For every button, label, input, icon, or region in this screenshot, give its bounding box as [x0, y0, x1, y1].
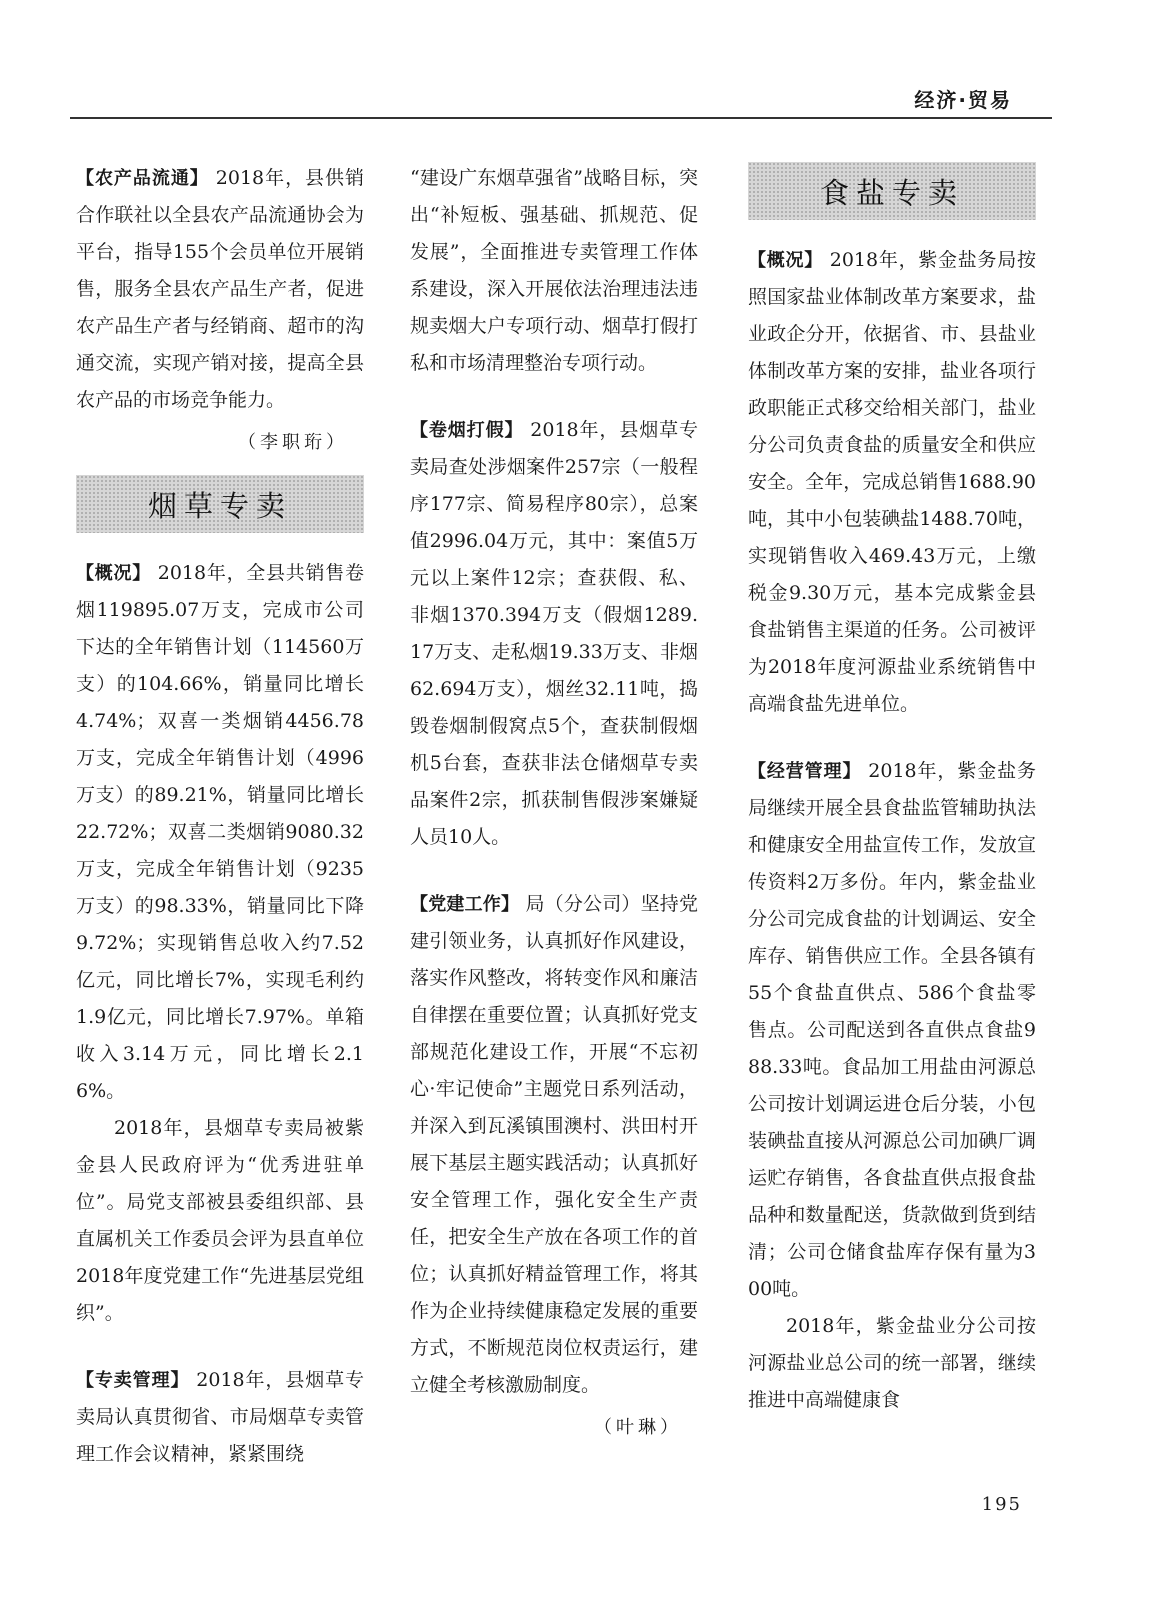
paragraph-text: 2018年，全县共销售卷烟119895.07万支，完成市公司下达的全年销售计划（114560万支）的104.66%，销量同比增长4.74%；双喜一类烟销4456.78万支，完成全年销售计划（4996万支）的89.21%，销量同比增长22.72%；双喜二类烟销9080.32万支，完成全年销售计划（9235万支）的98.33%，销量同比下降9.72%；实现销售总收入约7.52亿元，同比增长7%，实现毛利约1.9亿元，同比增长7.97%。单箱收入3.14万元，同比增长2.16%。 — [76, 562, 364, 1102]
header-rule — [70, 117, 1052, 119]
paragraph-lead: 【概况】 — [76, 563, 151, 584]
paragraph-business-management — [748, 753, 1036, 1308]
paragraph-tobacco-honor: 2018年，县烟草专卖局被紫金县人民政府评为“优秀进驻单位”。局党支部被县委组织部、县直属机关工作委员会评为县直单位2018年度党建工作“先进基层党组织”。 — [76, 1117, 364, 1324]
paragraph-text: 2018年，紫金盐务局按照国家盐业体制改革方案要求，盐业政企分开，依据省、市、县盐业体制改革方案的安排，盐业各项行政职能正式移交给相关部门，盐业分公司负责食盐的质量安全和供应安全。全年，完成总销售1688.90吨，其中小包装碘盐1488.70吨，实现销售收入469.43万元，上缴税金9.30万元，基本完成紫金县食盐销售主渠道的任务。公司被评为2018年度河源盐业系统销售中高端食盐先进单位。 — [748, 249, 1036, 715]
paragraph-lead: 【经营管理】 — [748, 761, 862, 782]
paragraph-agri-circulation — [76, 160, 364, 419]
paragraph-lead: 【概况】 — [748, 250, 823, 271]
section-banner-salt: 食盐专卖 — [748, 162, 1036, 220]
column-right — [748, 160, 1036, 1419]
paragraph-monopoly-continued: “建设广东烟草强省”战略目标，突出“补短板、强基础、抓规范、促发展”，全面推进专卖管理工作体系建设，深入开展依法治理违法违规卖烟大户专项行动、烟草打假打私和市场清理整治专项行动。 — [410, 167, 698, 374]
column-middle — [410, 160, 698, 1446]
author-credit: （李职珩） — [238, 432, 348, 453]
page-number: 195 — [981, 1494, 1022, 1515]
paragraph-lead: 【卷烟打假】 — [410, 420, 524, 441]
paragraph-text: 2018年，县烟草专卖局查处涉烟案件257宗（一般程序177宗、简易程序80宗），总案值2996.04万元，其中：案值5万元以上案件12宗；查获假、私、非烟1370.394万支（假烟1289.17万支、走私烟19.33万支、非烟62.694万支），烟丝32.11吨，捣毁卷烟制假窝点5个，查获制假烟机5台套，查获非法仓储烟草专卖品案件2宗，抓获制售假涉案嫌疑人员10人。 — [410, 419, 699, 848]
paragraph-tobacco-overview — [76, 555, 364, 1110]
paragraph-lead: 【农产品流通】 — [76, 168, 209, 189]
paragraph-text: 2018年，紫金盐务局继续开展全县食盐监管辅助执法和健康安全用盐宣传工作，发放宣传资料2万多份。年内，紫金盐业分公司完成食盐的计划调运、安全库存、销售供应工作。全县各镇有55个食盐直供点、586个食盐零售点。公司配送到各直供点食盐988.33吨。食品加工用盐由河源总公司按计划调运进仓后分装，小包装碘盐直接从河源总公司加碘厂调运贮存销售，各食盐直供点报食盐品种和数量配送，货款做到货到结清；公司仓储食盐库存保有量为300吨。 — [748, 760, 1037, 1300]
paragraph-monopoly-management — [76, 1362, 364, 1473]
section-banner-tobacco: 烟草专卖 — [76, 475, 364, 533]
paragraph-party-building — [410, 886, 698, 1404]
author-credit: （叶琳） — [594, 1417, 682, 1438]
paragraph-lead: 【党建工作】 — [410, 894, 520, 915]
paragraph-salt-overview — [748, 242, 1036, 723]
paragraph-anti-counterfeit — [410, 412, 698, 856]
section-header-label: 经济·贸易 — [914, 88, 1012, 112]
column-left — [76, 160, 364, 1473]
paragraph-text: 2018年，县供销合作联社以全县农产品流通协会为平台，指导155个会员单位开展销售，服务全县农产品生产者，促进农产品生产者与经销商、超市的沟通交流，实现产销对接，提高全县农产品的市场竞争能力。 — [76, 167, 364, 411]
paragraph-salt-continued: 2018年，紫金盐业分公司按河源盐业总公司的统一部署，继续推进中高端健康食 — [748, 1315, 1036, 1411]
paragraph-lead: 【专卖管理】 — [76, 1370, 190, 1391]
paragraph-text: 2018年，县烟草专卖局认真贯彻省、市局烟草专卖管理工作会议精神，紧紧围绕 — [76, 1369, 365, 1465]
paragraph-text: 局（分公司）坚持党建引领业务，认真抓好作风建设，落实作风整改，将转变作风和廉洁自律摆在重要位置；认真抓好党支部规范化建设工作，开展“不忘初心·牢记使命”主题党日系列活动，并深入到瓦溪镇围澳村、洪田村开展下基层主题实践活动；认真抓好安全管理工作，强化安全生产责任，把安全生产放在各项工作的首位；认真抓好精益管理工作，将其作为企业持续健康稳定发展的重要方式，不断规范岗位权责运行，建立健全考核激励制度。 — [410, 893, 699, 1396]
